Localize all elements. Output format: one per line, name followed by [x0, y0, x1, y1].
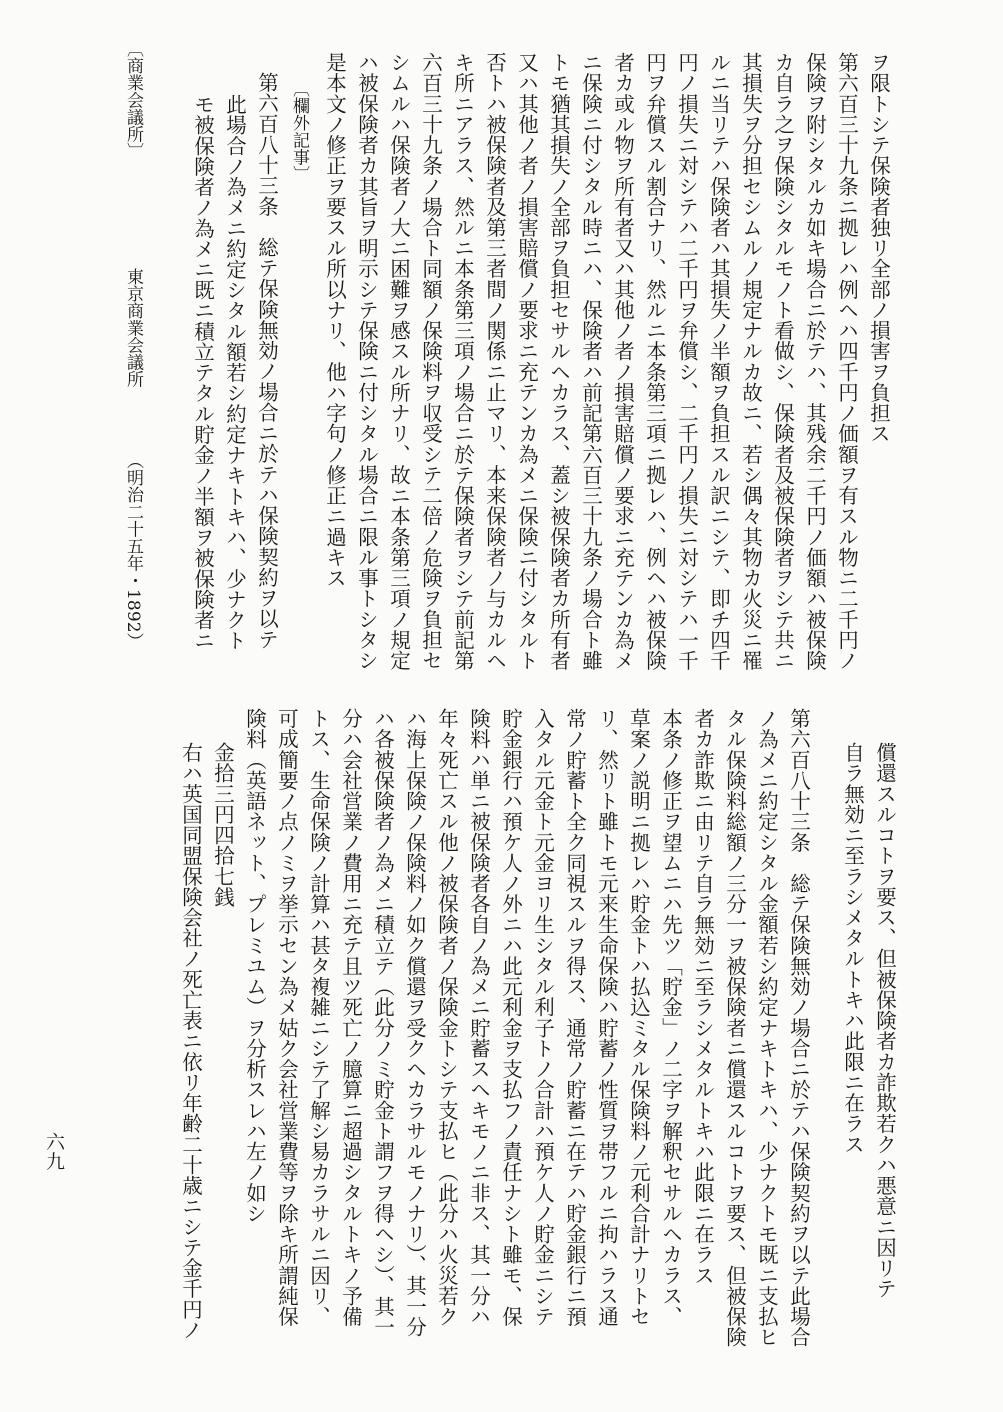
text-line: 償還スルコトヲ要ス、但被保険者カ詐欺若クハ悪意ニ因リテ: [872, 742, 897, 1299]
margin-text-line: モ被保険者ノ為メニ既ニ積立テタル貯金ノ半額ヲ被保険者ニ: [190, 94, 215, 651]
text-line: カ自ラ之ヲ保険シタルモノト看做シ、保険者及被保険者ヲシテ共ニ: [770, 52, 795, 671]
text-line: 本条ノ修正ヲ望ムニハ先ツ「貯金」ノ二字ヲ解釈セサルヘカラス、: [658, 708, 683, 1327]
article-683-line: ノ為メニ約定シタル金額若シ約定ナキトキハ、少ナクトモ既ニ支払ヒ: [754, 708, 779, 1348]
text-line: ルニ当リテハ保険者ハ其損失ノ半額ヲ負担スル訳ニシテ、即チ四千: [706, 52, 731, 671]
article-683-line: 者カ詐欺ニ由リテ自ラ無効ニ至ラシメタルトキハ此限ニ在ラス: [690, 708, 715, 1286]
text-line: 右ハ英国同盟保険会社ノ死亡表ニ依リ年齢二十歳ニシテ金千円ノ: [178, 742, 203, 1340]
text-line: 保険ヲ附シタルカ如キ場合ニ於テハ、其残余二千円ノ価額ハ被保険: [802, 52, 827, 671]
text-line: ニ保険ニ付シタル時ニハ、保険者ハ前記第六百三十九条ノ場合ト雖: [578, 52, 603, 671]
text-line: 分ハ会社営業ノ費用ニ充テ且ツ死亡ノ臆算ニ超過シタルトキノ予備: [338, 708, 363, 1327]
text-line: 否トハ被保険者及第三者間ノ関係ニ止マリ、本来保険者ノ与カルヘ: [482, 52, 507, 671]
text-line: 入タル元金ト元金ヨリ生シタル利子トノ合計ハ預ケ人ノ貯金ニシテ: [530, 708, 555, 1327]
page-number: 六九: [43, 1132, 65, 1171]
text-line: ハ各被保険者ノ為メニ積立テ（此分ノミ貯金ト謂フヲ得ヘシ）、其一: [370, 708, 395, 1337]
text-line: 年々死亡スル他ノ被保険者ノ保険金トシテ支払ヒ（此分ハ火災若ク: [434, 708, 459, 1327]
text-line: リ、然リト雖トモ元来生命保険ハ貯蓄ノ性質ヲ帯フルニ拘ハラス通: [594, 708, 619, 1327]
text-line: 其損失ヲ分担セシムルノ規定ナルカ故ニ、若シ偶々其物カ火災ニ罹: [738, 52, 763, 671]
amount-line: 金拾三円四拾七銭: [210, 742, 235, 907]
source-date: （明治二十五年・1892）: [123, 452, 143, 650]
text-line: 可成簡要ノ点ノミヲ挙示セン為メ姑ク会社営業費等ヲ除キ所謂純保: [274, 708, 299, 1327]
article-683-line: 第六百八十三条 総テ保険無効ノ場合ニ於テハ保険契約ヲ以テ此場合: [786, 708, 811, 1348]
text-line: トモ猶其損失ノ全部ヲ負担セサルヘカラス、蓋シ被保険者カ所有者: [546, 52, 571, 671]
text-line: 険料ハ単ニ被保険者各自ノ為メニ貯蓄スヘキモノニ非ス、其一分ハ: [466, 708, 491, 1327]
margin-text-line: 第六百八十三条 総テ保険無効ノ場合ニ於テハ保険契約ヲ以テ: [254, 72, 279, 650]
text-line: ハ被保険者カ其旨ヲ明示シテ保険ニ付シタル場合ニ限ル事トシタシ: [354, 52, 379, 671]
text-line: 草案ノ説明ニ拠レハ貯金トハ払込ミタル保険料ノ元利合計ナリトセ: [626, 708, 651, 1327]
text-line: 円ヲ弁償スル割合ナリ、然ルニ本条第三項ニ拠レハ、例ヘハ被保険: [642, 52, 667, 671]
text-line: ハ海上保険ノ保険料ノ如ク償還ヲ受クヘカラサルモノナリ）、其一分: [402, 708, 427, 1337]
text-line: 貯金銀行ハ預ケ人ノ外ニハ此元利金ヲ支払フノ責任ナシト雖モ、保: [498, 708, 523, 1327]
text-line: トス、生命保険ノ計算ハ甚タ複雑ニシテ了解シ易カラサルニ因リ、: [306, 708, 331, 1327]
text-line: 者カ或ル物ヲ所有者又ハ其他ノ者ノ損害賠償ノ要求ニ充テンカ為メ: [610, 52, 635, 671]
text-line: 六百三十九条ノ場合ト同額ノ保険料ヲ収受シテ二倍ノ危険ヲ負担セ: [418, 52, 443, 671]
margin-text-line: 此場合ノ為メニ約定シタル額若シ約定ナキトキハ、少ナクト: [222, 94, 247, 651]
margin-note-label: 〔欄外記事〕: [289, 80, 309, 183]
text-line: シムルハ保険者ノ大ニ困難ヲ感スル所ナリ、故ニ本条第三項ノ規定: [386, 52, 411, 671]
text-line: 又ハ其他ノ者ノ損害賠償ノ要求ニ充テンカ為メニ保険ニ付シタルト: [514, 52, 539, 671]
text-line: 第六百三十九条ニ拠レハ例ヘハ四千円ノ価額ヲ有スル物ニ二千円ノ: [834, 52, 859, 671]
text-line: 常ノ貯蓄ト全ク同視スルヲ得ス、通常ノ貯蓄ニ在テハ貯金銀行ニ預: [562, 708, 587, 1327]
source-organization: 東京商業会議所: [123, 268, 143, 388]
text-line: 是本文ノ修正ヲ要スル所以ナリ、他ハ字句ノ修正ニ過キス: [322, 52, 347, 589]
text-line: 険料（英語ネット、プレミユム）ヲ分析スレハ左ノ如シ: [242, 708, 267, 1224]
text-line: ヲ限トシテ保険者独リ全部ノ損害ヲ負担ス: [866, 52, 891, 444]
source-bracket-label: 〔商業会議所〕: [123, 40, 143, 160]
text-line: キ所ニアラス、然ルニ本条第三項ノ場合ニ於テ保険者ヲシテ前記第: [450, 52, 475, 671]
article-683-line: タル保険料総額ノ三分一ヲ被保険者ニ償還スルコトヲ要ス、但被保険: [722, 708, 747, 1348]
text-line: 自ラ無効ニ至ラシメタルトキハ此限ニ在ラス: [840, 742, 865, 1155]
text-line: 円ノ損失ニ対シテハ二千円ヲ弁償シ、二千円ノ損失ニ対シテハ一千: [674, 52, 699, 671]
